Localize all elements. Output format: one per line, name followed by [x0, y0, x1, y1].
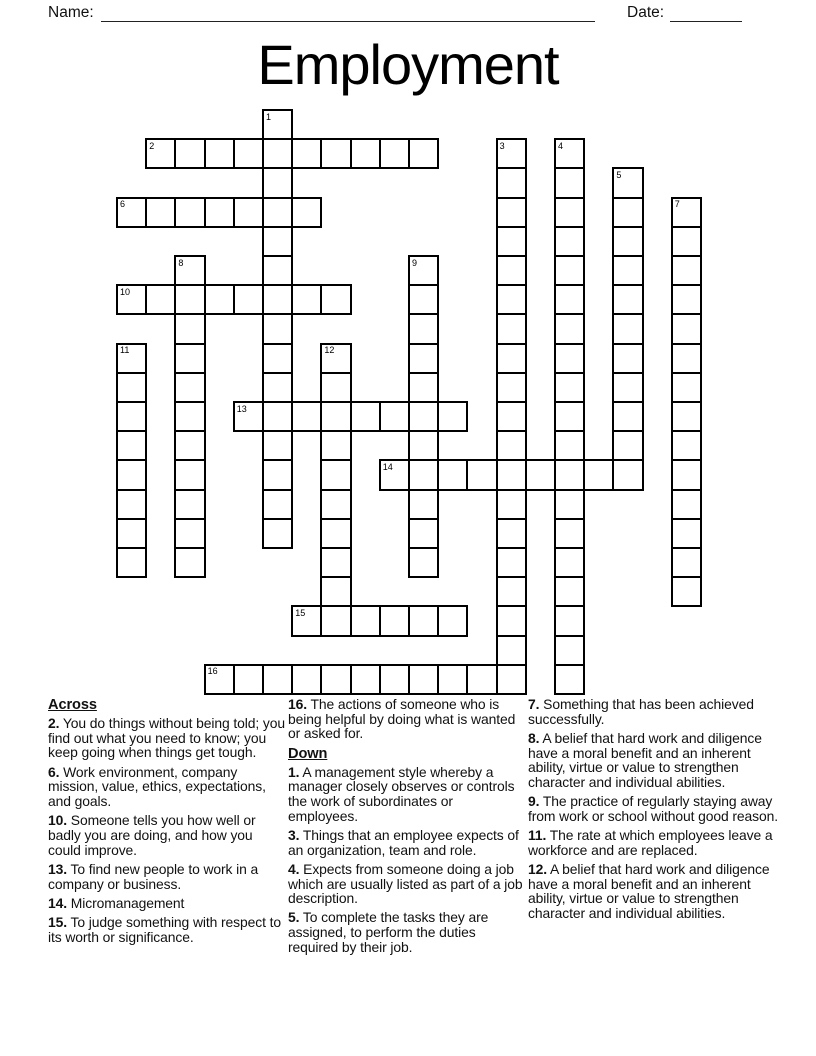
- grid-cell-17-3[interactable]: [612, 197, 643, 228]
- grid-cell-17-12[interactable]: [612, 459, 643, 490]
- grid-cell-13-2[interactable]: [496, 167, 527, 198]
- grid-cell-13-15[interactable]: [496, 547, 527, 578]
- grid-cell-5-12[interactable]: [262, 459, 293, 490]
- clue-number-label: 16.: [288, 696, 308, 712]
- grid-cell-0-10[interactable]: [116, 401, 147, 432]
- grid-cell-13-4[interactable]: [496, 226, 527, 257]
- grid-cell-0-9[interactable]: [116, 372, 147, 403]
- grid-cell-2-8[interactable]: [174, 343, 205, 374]
- grid-cell-15-8[interactable]: [554, 343, 585, 374]
- grid-cell-11-12[interactable]: [437, 459, 468, 490]
- grid-cell-15-5[interactable]: [554, 255, 585, 286]
- clues-column-2: [288, 697, 525, 959]
- grid-cell-14-12[interactable]: [525, 459, 556, 490]
- grid-cell-9-17[interactable]: [379, 605, 410, 636]
- grid-cell-2-12[interactable]: [174, 459, 205, 490]
- grid-cell-5-2[interactable]: [262, 167, 293, 198]
- grid-cell-10-10[interactable]: [408, 401, 439, 432]
- clue-number-label: 14.: [48, 894, 68, 911]
- clue-1: 1. A management style whereby a manager closely observes or controls the work of subordinates or employees.: [288, 763, 515, 824]
- grid-number-11: 11: [120, 345, 130, 356]
- grid-cell-0-12[interactable]: [116, 459, 147, 490]
- grid-cell-13-11[interactable]: [496, 430, 527, 461]
- grid-cell-15-3[interactable]: [554, 197, 585, 228]
- grid-number-8: 8: [178, 257, 184, 268]
- name-label: Name:: [48, 4, 94, 21]
- grid-cell-2-14[interactable]: [174, 518, 205, 549]
- grid-cell-19-15[interactable]: [671, 547, 702, 578]
- clue-14: 14. Micromanagement: [48, 894, 185, 911]
- grid-number-16: 16: [207, 666, 218, 677]
- grid-cell-19-4[interactable]: [671, 226, 702, 257]
- grid-number-10: 10: [120, 286, 131, 297]
- grid-cell-15-10[interactable]: [554, 401, 585, 432]
- grid-cell-7-15[interactable]: [320, 547, 351, 578]
- grid-cell-15-17[interactable]: [554, 605, 585, 636]
- grid-cell-4-1[interactable]: [233, 138, 264, 169]
- clue-number-label: 7.: [528, 696, 540, 712]
- grid-cell-5-7[interactable]: [262, 313, 293, 344]
- grid-number-13: 13: [236, 403, 247, 414]
- grid-cell-9-1[interactable]: [379, 138, 410, 169]
- clue-number-label: 13.: [48, 860, 68, 877]
- grid-number-5: 5: [616, 169, 622, 180]
- grid-cell-19-16[interactable]: [671, 576, 702, 607]
- grid-cell-19-13[interactable]: [671, 489, 702, 520]
- grid-cell-15-16[interactable]: [554, 576, 585, 607]
- grid-cell-9-19[interactable]: [379, 664, 410, 695]
- grid-number-15: 15: [295, 607, 306, 618]
- grid-cell-17-6[interactable]: [612, 284, 643, 315]
- grid-cell-13-7[interactable]: [496, 313, 527, 344]
- clue-10: 10. Someone tells you how well or badly you are doing, and how you could improve.: [48, 812, 256, 858]
- grid-number-7: 7: [674, 199, 680, 210]
- clue-number-label: 11.: [528, 827, 547, 844]
- grid-cell-1-3[interactable]: [145, 197, 176, 228]
- clue-number-label: 6.: [48, 763, 60, 780]
- grid-cell-15-6[interactable]: [554, 284, 585, 315]
- grid-cell-5-13[interactable]: [262, 489, 293, 520]
- clues-heading-across: Across: [48, 697, 97, 713]
- grid-cell-15-12[interactable]: [554, 459, 585, 490]
- grid-cell-19-10[interactable]: [671, 401, 702, 432]
- grid-cell-7-17[interactable]: [320, 605, 351, 636]
- clue-11: 11. The rate at which employees leave a workforce and are replaced.: [528, 827, 773, 858]
- grid-cell-1-6[interactable]: [145, 284, 176, 315]
- clue-6: 6. Work environment, company mission, value, ethics, expectations, and goals.: [48, 763, 266, 810]
- grid-cell-15-4[interactable]: [554, 226, 585, 257]
- clues-column-1: [48, 697, 288, 949]
- grid-cell-17-11[interactable]: [612, 430, 643, 461]
- grid-number-14: 14: [382, 461, 393, 472]
- grid-cell-7-9[interactable]: [320, 372, 351, 403]
- grid-cell-15-19[interactable]: [554, 664, 585, 695]
- grid-cell-19-8[interactable]: [671, 343, 702, 374]
- grid-cell-13-6[interactable]: [496, 284, 527, 315]
- clue-number-label: 2.: [48, 715, 60, 731]
- grid-cell-19-6[interactable]: [671, 284, 702, 315]
- grid-cell-8-10[interactable]: [350, 401, 381, 432]
- clue-2: 2. You do things without being told; you find out what you need to know; you keep going when things get tough.: [48, 715, 285, 761]
- grid-cell-2-13[interactable]: [174, 489, 205, 520]
- grid-cell-7-6[interactable]: [320, 284, 351, 315]
- grid-cell-9-10[interactable]: [379, 401, 410, 432]
- clue-number-label: 12.: [528, 861, 548, 878]
- clues-heading-down: Down: [288, 745, 328, 762]
- grid-cell-3-6[interactable]: [204, 284, 235, 315]
- clue-12: 12. A belief that hard work and diligence have a moral benefit and an inherent ability, virtue or value to strengthen character and individual abilities.: [528, 861, 770, 922]
- grid-cell-7-13[interactable]: [320, 489, 351, 520]
- grid-cell-17-10[interactable]: [612, 401, 643, 432]
- grid-cell-4-19[interactable]: [233, 664, 264, 695]
- grid-cell-10-13[interactable]: [408, 489, 439, 520]
- grid-cell-10-9[interactable]: [408, 372, 439, 403]
- grid-cell-2-1[interactable]: [174, 138, 205, 169]
- grid-cell-19-9[interactable]: [671, 372, 702, 403]
- grid-cell-15-15[interactable]: [554, 547, 585, 578]
- grid-cell-17-7[interactable]: [612, 313, 643, 344]
- grid-cell-6-19[interactable]: [291, 664, 322, 695]
- grid-cell-0-15[interactable]: [116, 547, 147, 578]
- grid-cell-17-5[interactable]: [612, 255, 643, 286]
- grid-cell-5-6[interactable]: [262, 284, 293, 315]
- grid-cell-10-8[interactable]: [408, 343, 439, 374]
- clue-9: 9. The practice of regularly staying away from work or school without good reason.: [528, 793, 779, 824]
- grid-cell-0-13[interactable]: [116, 489, 147, 520]
- clue-number-label: 10.: [48, 812, 68, 829]
- page-title: Employment: [257, 33, 559, 96]
- grid-cell-7-12[interactable]: [320, 459, 351, 490]
- grid-cell-2-7[interactable]: [174, 313, 205, 344]
- grid-cell-6-10[interactable]: [291, 401, 322, 432]
- grid-cell-4-6[interactable]: [233, 284, 264, 315]
- grid-cell-10-11[interactable]: [408, 430, 439, 461]
- grid-cell-5-10[interactable]: [262, 401, 293, 432]
- grid-cell-4-3[interactable]: [233, 197, 264, 228]
- grid-cell-6-1[interactable]: [291, 138, 322, 169]
- grid-number-2: 2: [149, 140, 155, 151]
- grid-cell-5-19[interactable]: [262, 664, 293, 695]
- clue-13: 13. To find new people to work in a company or business.: [48, 860, 259, 892]
- grid-cell-17-8[interactable]: [612, 343, 643, 374]
- grid-cell-13-8[interactable]: [496, 343, 527, 374]
- grid-cell-12-12[interactable]: [466, 459, 497, 490]
- grid-number-6: 6: [120, 199, 126, 210]
- grid-cell-10-19[interactable]: [408, 664, 439, 695]
- grid-number-1: 1: [266, 111, 272, 122]
- grid-cell-6-6[interactable]: [291, 284, 322, 315]
- grid-cell-10-7[interactable]: [408, 313, 439, 344]
- clue-4: 4. Expects from someone doing a job which are usually listed as part of a job description.: [288, 860, 523, 907]
- grid-cell-13-13[interactable]: [496, 489, 527, 520]
- grid-cell-2-11[interactable]: [174, 430, 205, 461]
- clue-number-label: 4.: [288, 860, 300, 877]
- clue-number-label: 15.: [48, 913, 68, 930]
- grid-cell-7-14[interactable]: [320, 518, 351, 549]
- grid-cell-11-19[interactable]: [437, 664, 468, 695]
- grid-cell-15-18[interactable]: [554, 635, 585, 666]
- grid-cell-2-9[interactable]: [174, 372, 205, 403]
- grid-cell-15-9[interactable]: [554, 372, 585, 403]
- clue-16: 16. The actions of someone who is being helpful by doing what is wanted or asked for.: [288, 696, 516, 742]
- clue-3: 3. Things that an employee expects of an organization, team and role.: [288, 826, 519, 858]
- clues-column-3: [528, 697, 778, 925]
- grid-cell-2-6[interactable]: [174, 284, 205, 315]
- grid-cell-7-11[interactable]: [320, 430, 351, 461]
- grid-cell-19-5[interactable]: [671, 255, 702, 286]
- grid-cell-10-17[interactable]: [408, 605, 439, 636]
- date-label: Date:: [627, 4, 665, 21]
- grid-cell-5-8[interactable]: [262, 343, 293, 374]
- grid-cell-5-4[interactable]: [262, 226, 293, 257]
- grid-number-9: 9: [412, 257, 418, 268]
- grid-cell-13-10[interactable]: [496, 401, 527, 432]
- grid-cell-2-15[interactable]: [174, 547, 205, 578]
- grid-cell-7-19[interactable]: [320, 664, 351, 695]
- grid-cell-10-12[interactable]: [408, 459, 439, 490]
- grid-cell-17-4[interactable]: [612, 226, 643, 257]
- grid-number-12: 12: [324, 345, 335, 356]
- clue-8: 8. A belief that hard work and diligence have a moral benefit and an inherent ability, virtue or value to strengthen character and individual abilities.: [528, 729, 762, 791]
- grid-cell-10-6[interactable]: [408, 284, 439, 315]
- grid-cell-13-9[interactable]: [496, 372, 527, 403]
- grid-cell-13-3[interactable]: [496, 197, 527, 228]
- grid-cell-2-3[interactable]: [174, 197, 205, 228]
- grid-cell-5-1[interactable]: [262, 138, 293, 169]
- grid-cell-5-11[interactable]: [262, 430, 293, 461]
- grid-cell-13-14[interactable]: [496, 518, 527, 549]
- grid-cell-15-11[interactable]: [554, 430, 585, 461]
- grid-cell-3-1[interactable]: [204, 138, 235, 169]
- grid-number-3: 3: [499, 140, 505, 151]
- grid-cell-10-15[interactable]: [408, 547, 439, 578]
- grid-cell-7-1[interactable]: [320, 138, 351, 169]
- clue-number-label: 9.: [528, 793, 540, 810]
- clue-15: 15. To judge something with respect to its worth or significance.: [48, 913, 282, 945]
- grid-cell-3-3[interactable]: [204, 197, 235, 228]
- grid-cell-15-14[interactable]: [554, 518, 585, 549]
- grid-cell-5-3[interactable]: [262, 197, 293, 228]
- grid-cell-13-18[interactable]: [496, 635, 527, 666]
- grid-cell-11-17[interactable]: [437, 605, 468, 636]
- grid-cell-13-16[interactable]: [496, 576, 527, 607]
- grid-cell-8-1[interactable]: [350, 138, 381, 169]
- grid-cell-15-13[interactable]: [554, 489, 585, 520]
- grid-cell-19-14[interactable]: [671, 518, 702, 549]
- grid-cell-11-10[interactable]: [437, 401, 468, 432]
- grid-cell-0-14[interactable]: [116, 518, 147, 549]
- grid-cell-5-14[interactable]: [262, 518, 293, 549]
- clue-number-label: 1.: [288, 763, 300, 780]
- grid-cell-5-5[interactable]: [262, 255, 293, 286]
- grid-cell-13-12[interactable]: [496, 459, 527, 490]
- grid-cell-15-2[interactable]: [554, 167, 585, 198]
- grid-cell-10-14[interactable]: [408, 518, 439, 549]
- grid-cell-13-19[interactable]: [496, 664, 527, 695]
- grid-cell-7-10[interactable]: [320, 401, 351, 432]
- grid-cell-15-7[interactable]: [554, 313, 585, 344]
- grid-cell-8-17[interactable]: [350, 605, 381, 636]
- grid-cell-8-19[interactable]: [350, 664, 381, 695]
- grid-cell-13-5[interactable]: [496, 255, 527, 286]
- grid-cell-2-10[interactable]: [174, 401, 205, 432]
- clue-number-label: 5.: [288, 909, 300, 926]
- grid-cell-13-17[interactable]: [496, 605, 527, 636]
- grid-cell-17-9[interactable]: [612, 372, 643, 403]
- grid-cell-7-16[interactable]: [320, 576, 351, 607]
- clue-5: 5. To complete the tasks they are assigned, to perform the duties required by their job.: [288, 909, 489, 955]
- grid-cell-12-19[interactable]: [466, 664, 497, 695]
- grid-cell-19-7[interactable]: [671, 313, 702, 344]
- grid-cell-5-9[interactable]: [262, 372, 293, 403]
- grid-cell-6-3[interactable]: [291, 197, 322, 228]
- grid-number-4: 4: [558, 140, 564, 151]
- grid-cell-0-11[interactable]: [116, 430, 147, 461]
- clue-number-label: 3.: [288, 826, 300, 843]
- clue-7: 7. Something that has been achieved successfully.: [528, 696, 754, 727]
- grid-cell-19-12[interactable]: [671, 459, 702, 490]
- clue-number-label: 8.: [528, 729, 540, 746]
- grid-cell-10-1[interactable]: [408, 138, 439, 169]
- grid-cell-19-11[interactable]: [671, 430, 702, 461]
- grid-cell-16-12[interactable]: [583, 459, 614, 490]
